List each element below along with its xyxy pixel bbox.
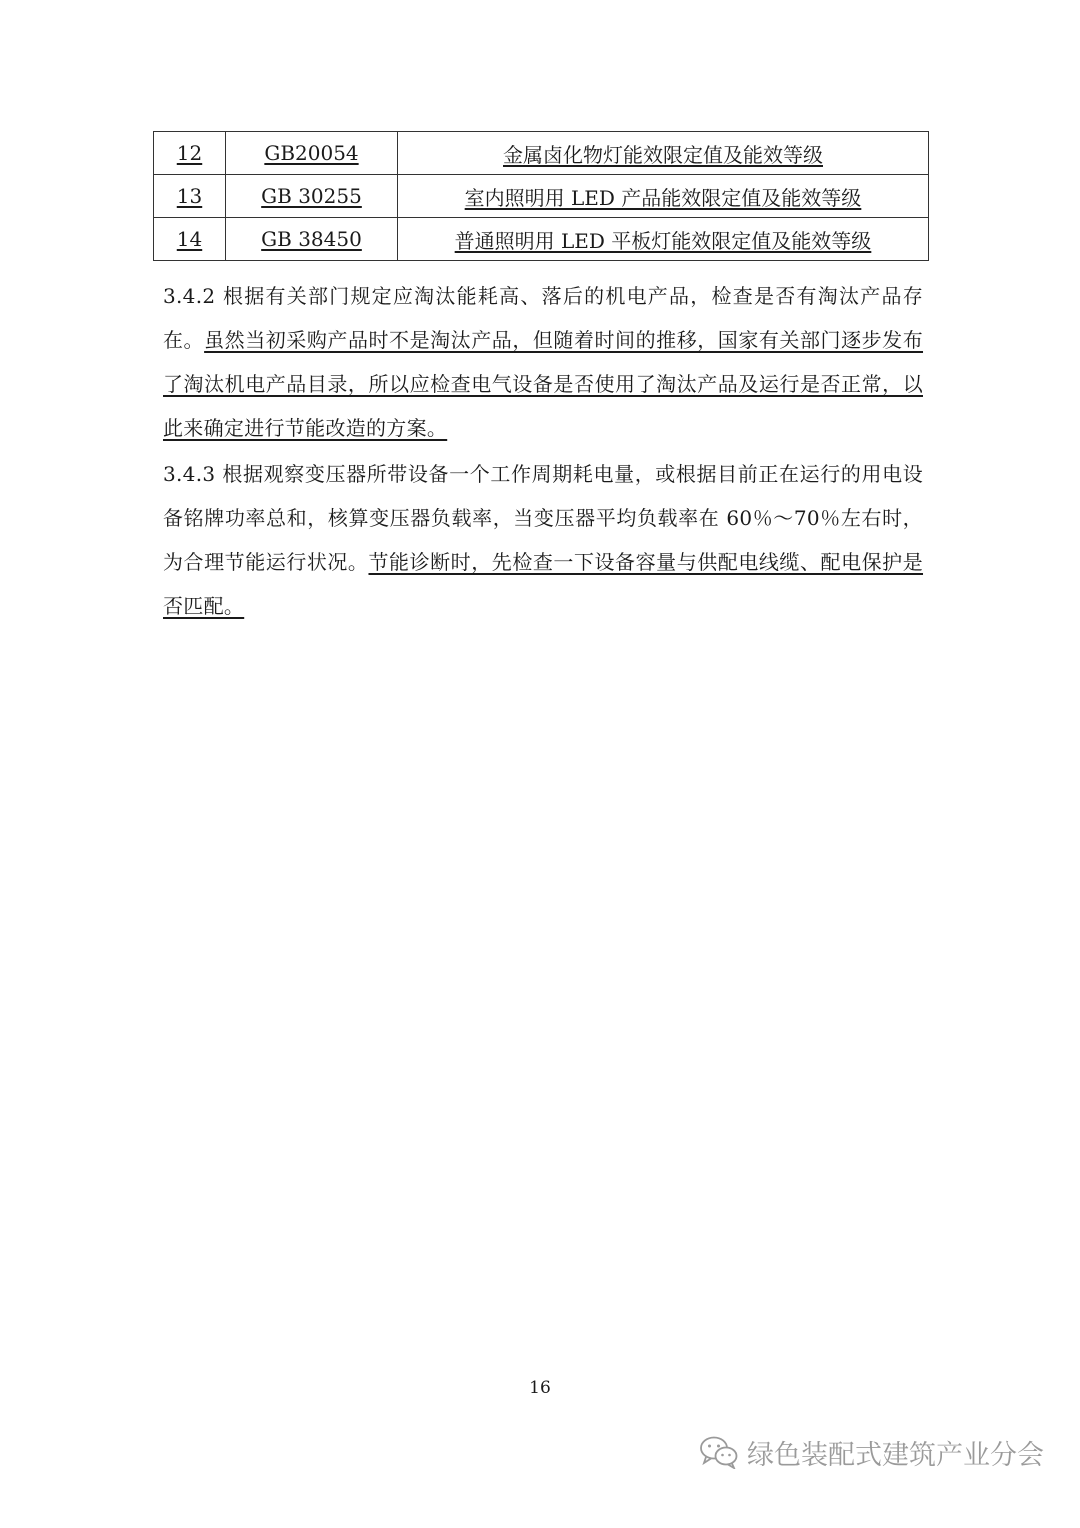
standard-code: GB 30255 bbox=[261, 184, 362, 208]
standard-name-cell bbox=[398, 218, 929, 261]
standard-code-cell bbox=[226, 218, 398, 261]
wechat-icon bbox=[699, 1435, 739, 1469]
paragraph-3-4-3 bbox=[163, 452, 923, 628]
page-number: 16 bbox=[529, 1378, 551, 1398]
row-number-cell bbox=[154, 175, 226, 218]
row-number: 13 bbox=[176, 184, 203, 208]
table-row bbox=[154, 218, 929, 261]
section-number: 3.4.2 bbox=[163, 284, 216, 308]
standards-table bbox=[153, 131, 929, 261]
standard-name-cell bbox=[398, 175, 929, 218]
paragraph-text: 根据观察变压器所带设备一个工作周期耗电量，或根据目前正在运行的用电设备铭牌功率总和，核算变压器负载率，当变压器平均负载率在 60％～70％左右时，为合理节能运行状况。 bbox=[163, 462, 923, 574]
standard-name: 室内照明用 LED 产品能效限定值及能效等级 bbox=[464, 185, 862, 210]
standard-code: GB20054 bbox=[264, 141, 359, 165]
row-number: 14 bbox=[176, 227, 203, 251]
paragraph-3-4-2 bbox=[163, 274, 923, 450]
underlined-text: 节能诊断时，先检查一下设备容量与供配电线缆、配电保护是否匹配。 bbox=[163, 550, 924, 618]
standard-name-cell bbox=[398, 132, 929, 175]
watermark bbox=[699, 1430, 1044, 1474]
paragraph-text: 根据有关部门规定应淘汰能耗高、落后的机电产品，检查是否有淘汰产品存在。 bbox=[163, 284, 923, 352]
row-number-cell bbox=[154, 218, 226, 261]
table-row bbox=[154, 132, 929, 175]
row-number: 12 bbox=[176, 141, 203, 165]
standard-code-cell bbox=[226, 175, 398, 218]
row-number-cell bbox=[154, 132, 226, 175]
watermark-text: 绿色装配式建筑产业分会 bbox=[747, 1439, 1044, 1471]
standard-name: 金属卤化物灯能效限定值及能效等级 bbox=[503, 142, 823, 167]
table-row bbox=[154, 175, 929, 218]
standard-name: 普通照明用 LED 平板灯能效限定值及能效等级 bbox=[454, 228, 872, 253]
underlined-text: 虽然当初采购产品时不是淘汰产品，但随着时间的推移，国家有关部门逐步发布了淘汰机电产品目录，所以应检查电气设备是否使用了淘汰产品及运行是否正常，以此来确定进行节能改造的方案。 bbox=[163, 328, 924, 440]
standard-code: GB 38450 bbox=[261, 227, 362, 251]
standard-code-cell bbox=[226, 132, 398, 175]
section-number: 3.4.3 bbox=[163, 462, 216, 486]
